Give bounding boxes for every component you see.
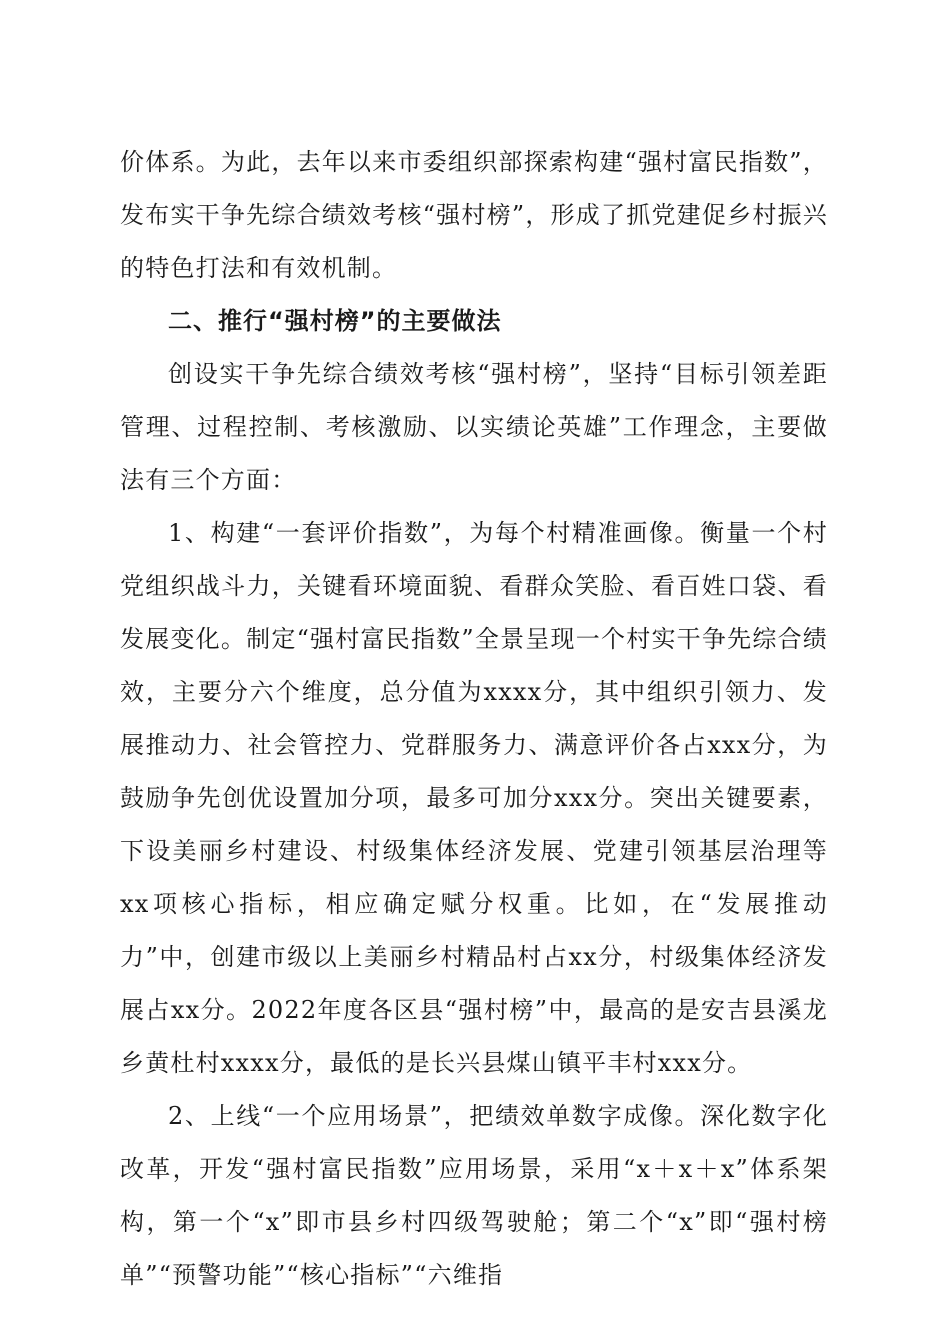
document-body [120,136,828,1302]
section-heading: 二、推行“强村榜”的主要做法 [168,307,502,335]
paragraph-item-2: 2、上线“一个应用场景”，把绩效单数字成像。深化数字化改革，开发“强村富民指数”应用场景，采用“x＋x＋x”体系架构，第一个“x”即市县乡村四级驾驶舱；第二个“x”即“强村榜单”“预警功能”“核心指标”“六维指 [120,1102,828,1289]
paragraph-item-1: 1、构建“一套评价指数”，为每个村精准画像。衡量一个村党组织战斗力，关键看环境面貌、看群众笑脸、看百姓口袋、看发展变化。制定“强村富民指数”全景呈现一个村实干争先综合绩效，主要分六个维度，总分值为xxxx分，其中组织引领力、发展推动力、社会管控力、党群服务力、满意评价各占xxx分，为鼓励争先创优设置加分项，最多可加分xxx分。突出关键要素，下设美丽乡村建设、村级集体经济发展、党建引领基层治理等xx项核心指标，相应确定赋分权重。比如，在“发展推动力”中，创建市级以上美丽乡村精品村占xx分，村级集体经济发展占xx分。2022年度各区县“强村榜”中，最高的是安吉县溪龙乡黄杜村xxxx分，最低的是长兴县煤山镇平丰村xxx分。 [120,519,828,1077]
paragraph-continuation: 价体系。为此，去年以来市委组织部探索构建“强村富民指数”，发布实干争先综合绩效考核“强村榜”，形成了抓党建促乡村振兴的特色打法和有效机制。 [120,148,828,282]
paragraph-intro: 创设实干争先综合绩效考核“强村榜”，坚持“目标引领差距管理、过程控制、考核激励、以实绩论英雄”工作理念，主要做法有三个方面： [120,360,828,494]
